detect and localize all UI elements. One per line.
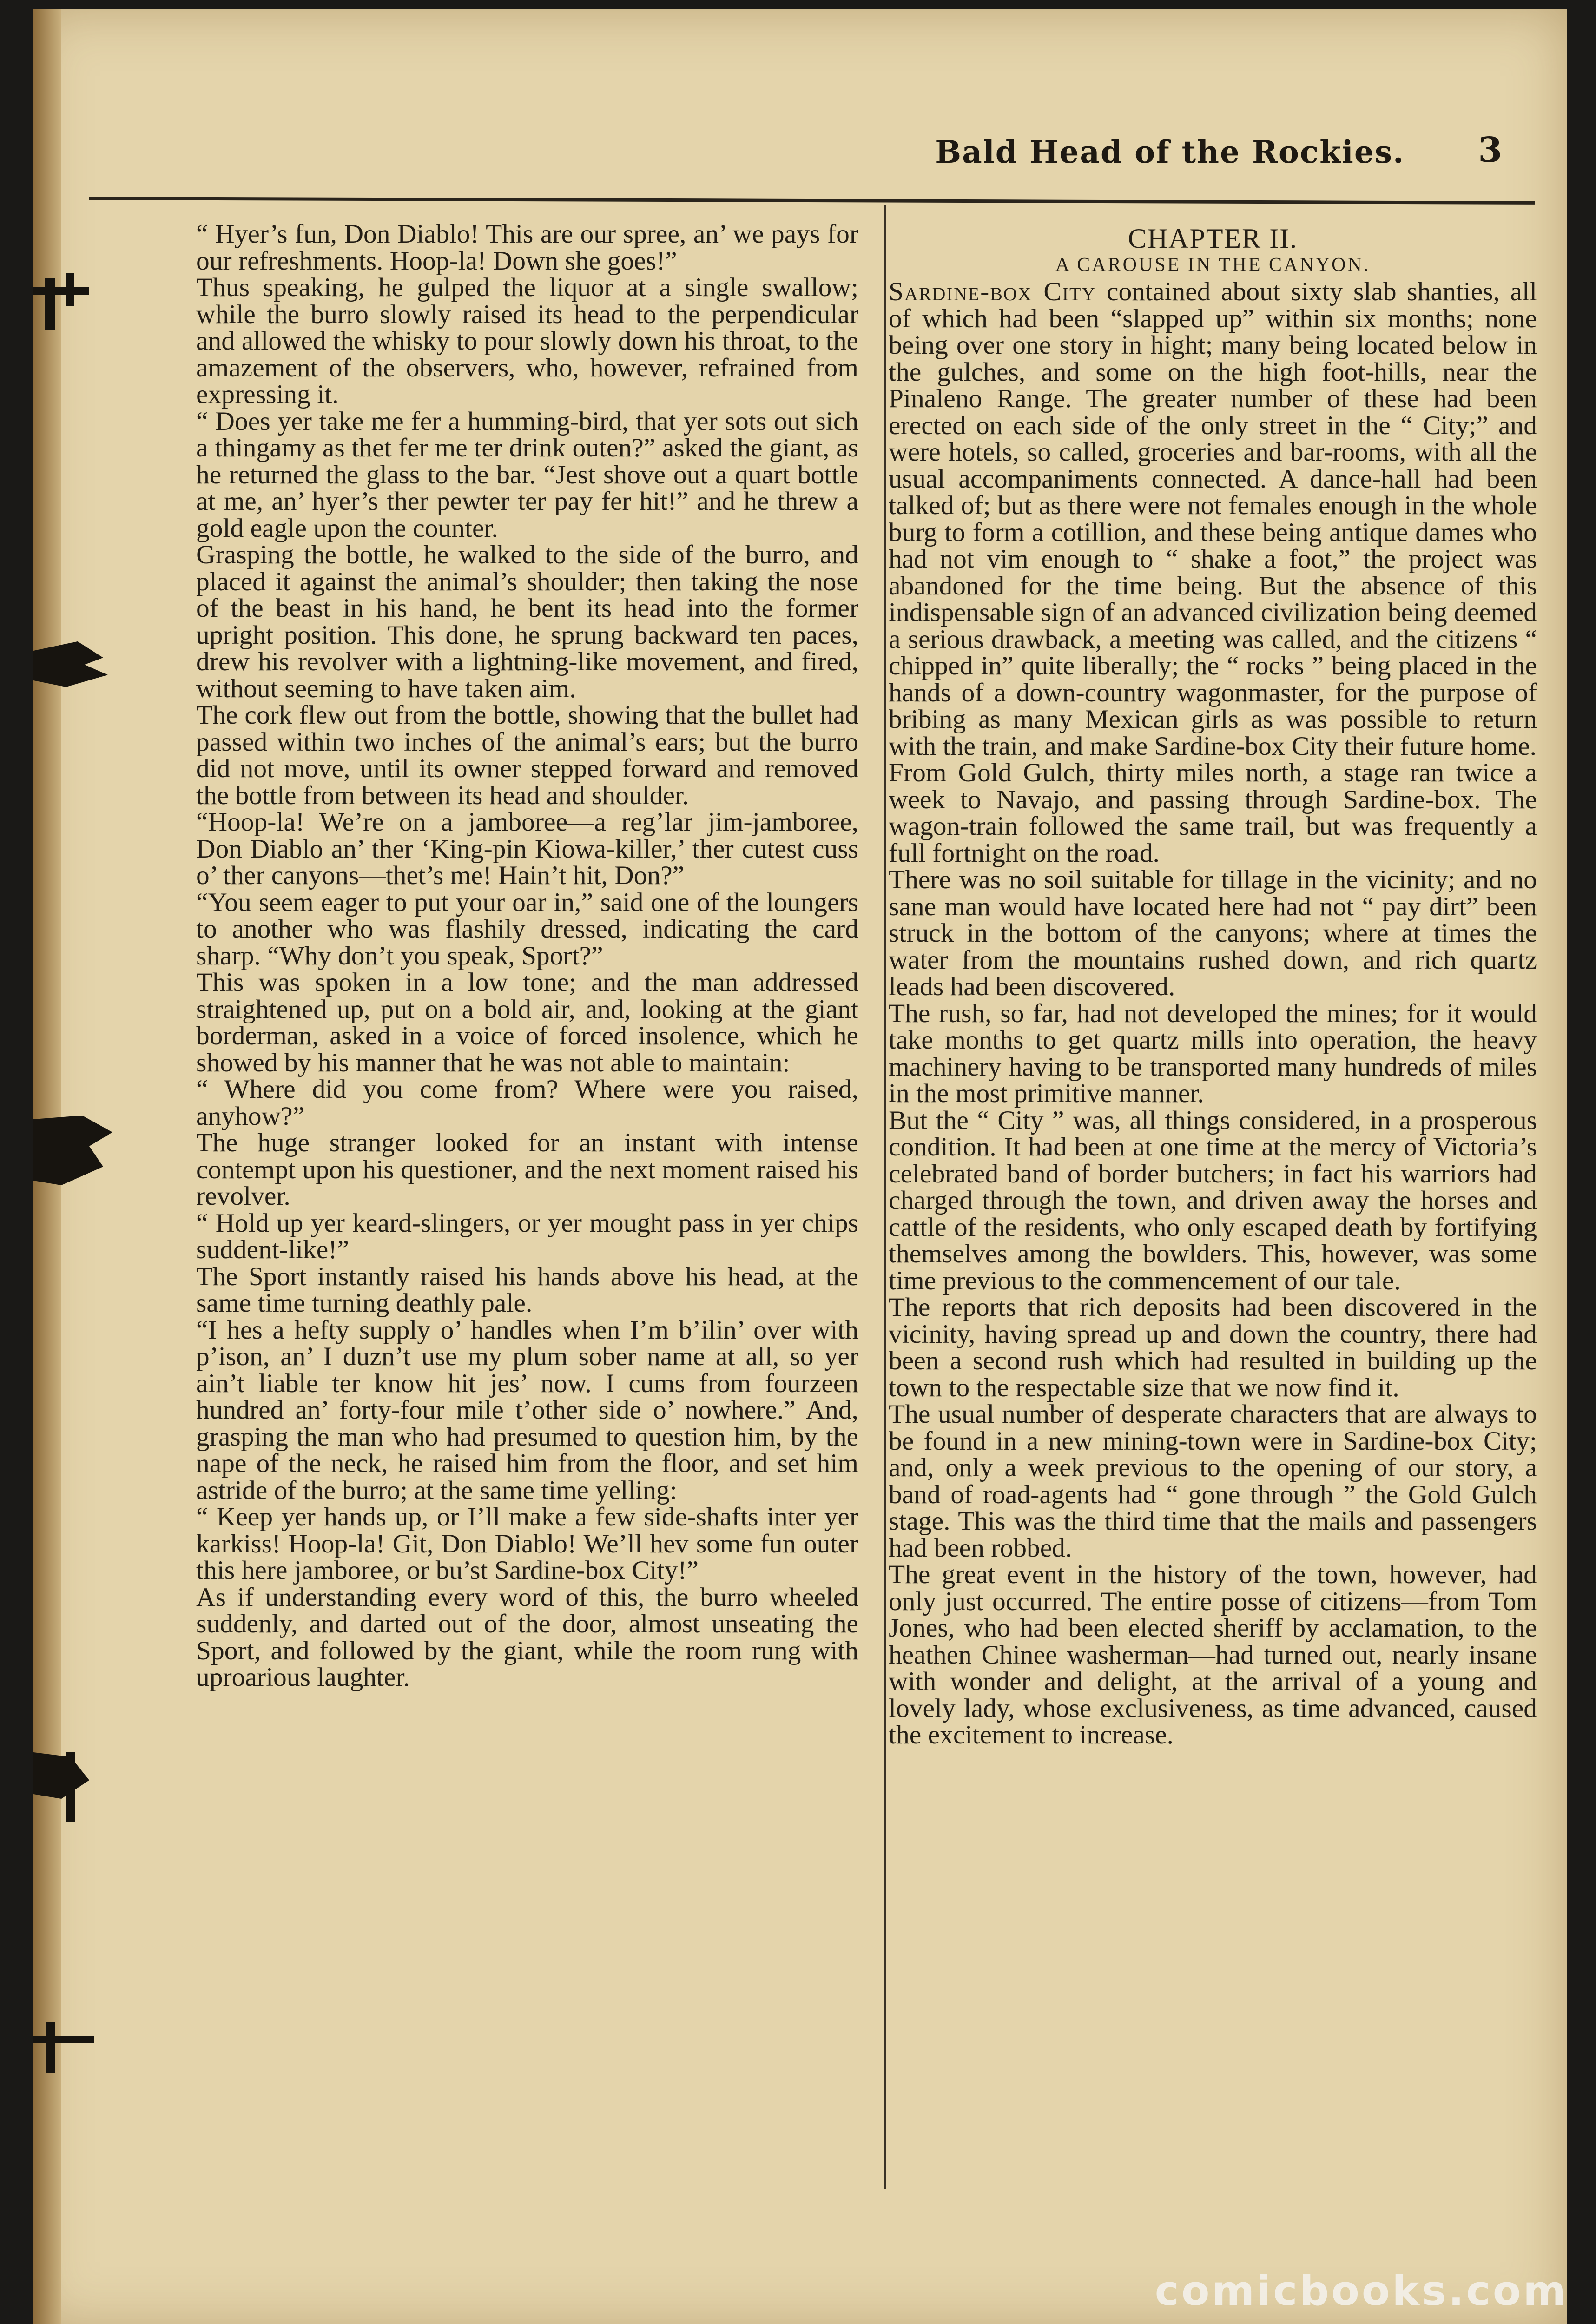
paragraph: The huge stranger looked for an instant with intense contempt upon his questioner, and the next moment raised his revolver. <box>196 1128 858 1211</box>
paragraph: “You seem eager to put your oar in,” said one of the loungers to another who was flashily dressed, indicating the card sharp. “Why don’t you speak, Sport?” <box>196 887 858 971</box>
paragraph: The cork flew out from the bottle, showing that the bullet had passed within two inches of the animal’s ears; but the burro did not move, until its owner stepped forward and removed the bottle from between its head and shoulder. <box>196 700 858 810</box>
paragraph: “ Keep yer hands up, or I’ll make a few side-shafts inter yer karkiss! Hoop-la! Git, Don Diablo! We’ll hev some fun outer this here jamboree, or bu’st Sardine-box City!” <box>196 1502 858 1585</box>
paragraph: The usual number of desperate characters that are always to be found in a new mining-town were in Sardine-box City; and, only a week previous to the opening of our story, a band of road-agents had “ gone through ” the Gold Gulch stage. This was the third time that the mails and passengers had been robbed. <box>889 1400 1537 1563</box>
running-head-title: Bald Head of the Rockies. <box>935 134 1405 170</box>
chapter-heading: CHAPTER II. <box>1128 223 1298 254</box>
site-watermark: comicbooks.com <box>1154 2267 1568 2315</box>
column-divider <box>884 205 886 2189</box>
paragraph: Grasping the bottle, he walked to the side of the burro, and placed it against the animal’s shoulder; then taking the nose of the beast in his hand, he bent its head into the former upright position. This done, he sprung backward ten paces, drew his revolver with a lightning-like movement, and fired, without seeming to have taken aim. <box>196 540 858 703</box>
binding-tear-mark <box>33 1752 126 1822</box>
binding-thread-mark <box>33 260 126 330</box>
paragraph: There was no soil suitable for tillage in the vicinity; and no sane man would have located here had not “ pay dirt” been struck in the bottom of the canyons; where at times the water from the mountains rushed down, and rich quartz leads had been discovered. <box>889 865 1537 1001</box>
paragraph: From Gold Gulch, thirty miles north, a stage ran twice a week to Navajo, and passing through Sardine-box. The wagon-train followed the same trail, but was frequently a full fortnight on the road. <box>889 758 1537 868</box>
magazine-page <box>33 9 1567 2324</box>
paragraph: The rush, so far, had not developed the mines; for it would take months to get quartz mills into operation, the heavy machinery having to be transported many hundreds of miles in the most primitive manner. <box>889 998 1537 1108</box>
header-rule <box>89 197 1535 205</box>
page-number: 3 <box>1478 130 1502 170</box>
chapter-opening-paragraph <box>889 278 1537 759</box>
binding-tear-mark <box>33 632 126 702</box>
paragraph: “ Hyer’s fun, Don Diablo! This are our spree, an’ we pays for our refreshments. Hoop-la! Down she goes!” <box>196 221 858 276</box>
running-head <box>71 125 1516 177</box>
paragraph: The great event in the history of the town, however, had only just occurred. The entire posse of citizens—from Tom Jones, who had been elected sheriff by acclamation, to the heathen Chinee washerman—had turned out, nearly insane with wonder and delight, at the arrival of a young and lovely lady, whose exclusiveness, as time advanced, caused the excitement to increase. <box>889 1560 1537 1750</box>
left-column <box>196 221 858 2192</box>
binding-thread-mark <box>33 2013 126 2082</box>
paragraph: The reports that rich deposits had been discovered in the vicinity, having spread up and down the country, there had been a second rush which had resulted in building up the town to the respectable size that we now find it. <box>889 1293 1537 1402</box>
opening-small-caps: Sardine-box City <box>889 277 1096 306</box>
paragraph: “Hoop-la! We’re on a jamboree—a reg’lar jim-jamboree, Don Diablo an’ ther ‘King-pin Kiowa-killer,’ ther cutest cuss o’ ther canyons—thet’s me! Hain’t hit, Don?” <box>196 807 858 890</box>
paragraph: The Sport instantly raised his hands above his head, at the same time turning deathly pale. <box>196 1261 858 1318</box>
right-column <box>889 221 1537 2192</box>
paragraph: “ Hold up yer keard-slingers, or yer mought pass in yer chips suddent-like!” <box>196 1208 858 1264</box>
binding-tear-mark <box>33 1116 126 1185</box>
paragraph: Thus speaking, he gulped the liquor at a single swallow; while the burro slowly raised its head to the perpendicular and allowed the whisky to pour slowly down his throat, to the amazement of the observers, who, however, refrained from expressing it. <box>196 273 858 409</box>
paragraph: This was spoken in a low tone; and the man addressed straightened up, put on a bold air, and, looking at the giant borderman, asked in a voice of forced insolence, which he showed by his manner that he was not able to maintain: <box>196 968 858 1077</box>
opening-text: contained about sixty slab shanties, all of which had been “slapped up” within six months; none being over one story in hight; many being located below in the gulches, and some on the high foot-hills, near the Pinaleno Range. The greater number of these had been erected on each side of the only street in the “ City;” and were hotels, so called, groceries and bar-rooms, with all the usual accompaniments connected. A dance-hall had been talked of; but as there were not females enough in the whole burg to form a cotillion, and these being antique dames who had not vim enough to “ shake a foot,” the project was abandoned for the time being. But the absence of this indispensable sign of an advanced civilization being deemed a serious drawback, a meeting was called, and the citizens “ chipped in” quite liberally; the “ rocks ” being placed in the hands of a down-country wagonmaster, for the purpose of bribing as many Mexican girls as was possible to return with the train, and make Sardine-box City their future home. <box>889 277 1537 761</box>
paragraph: “ Does yer take me fer a humming-bird, that yer sots out sich a thingamy as thet fer me ter drink outen?” asked the giant, as he returned the glass to the bar. “Jest shove out a quart bottle at me, an’ hyer’s ther pewter ter pay fer hit!” and he threw a gold eagle upon the counter. <box>196 406 858 543</box>
paragraph: As if understanding every word of this, the burro wheeled suddenly, and darted out of the door, almost unseating the Sport, and followed by the giant, while the room rung with uproarious laughter. <box>196 1582 858 1692</box>
chapter-subtitle: A CAROUSE IN THE CANYON. <box>1055 254 1371 276</box>
paragraph: “I hes a hefty supply o’ handles when I’m b’ilin’ over with p’ison, an’ I duzn’t use my plum sober name at all, so yer ain’t liable ter know hit jes’ now. I cums from fourzeen hundred an’ forty-four mile t’other side o’ nowhere.” And, grasping the man who had presumed to question him, by the nape of the neck, he raised him from the floor, and set him astride of the burro; at the same time yelling: <box>196 1315 858 1505</box>
paragraph: But the “ City ” was, all things considered, in a prosperous condition. It had been at one time at the mercy of Victoria’s celebrated band of border butchers; in fact his warriors had charged through the town, and driven away the horses and cattle of the residents, who only escaped death by fortifying themselves among the bowlders. This, however, was some time previous to the commencement of our tale. <box>889 1105 1537 1295</box>
paragraph: “ Where did you come from? Where were you raised, anyhow?” <box>196 1075 858 1131</box>
